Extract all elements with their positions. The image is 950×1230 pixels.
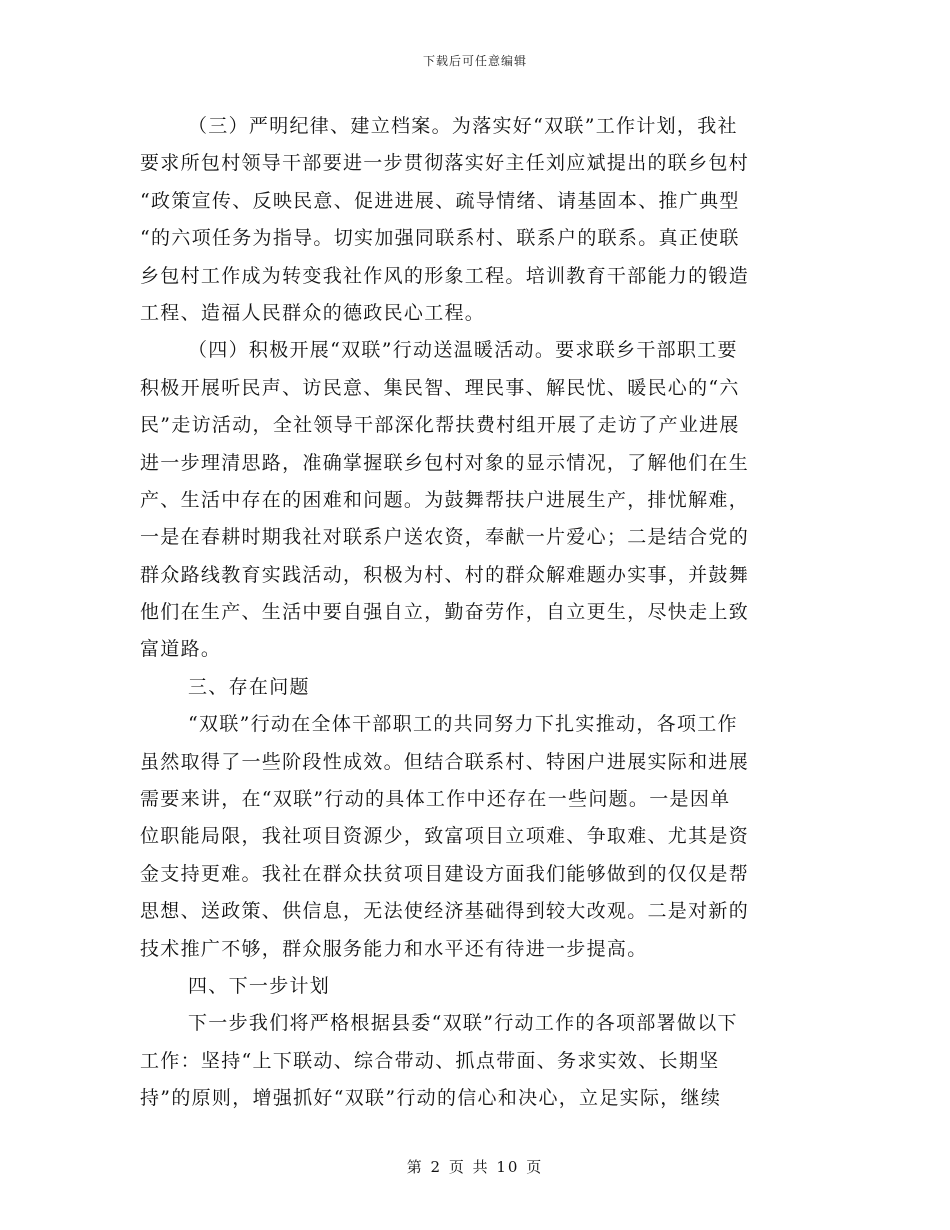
text-line: 产、生活中存在的困难和问题。为鼓舞帮扶户进展生产，排忧解难， <box>140 488 750 511</box>
page-number: 第 2 页 共 10 页 <box>406 1158 544 1176</box>
text-line: 金支持更难。我社在群众扶贫项目建设方面我们能够做到的仅仅是帮 <box>140 862 750 885</box>
page-header-note: 下载后可任意编辑 <box>422 54 527 68</box>
document-body <box>140 108 812 1118</box>
section-heading: 三、存在问题 <box>188 675 310 698</box>
text-line: 技术推广不够，群众服务能力和水平还有待进一步提高。 <box>140 937 648 960</box>
text-line: 要求所包村领导干部要进一步贯彻落实好主任刘应斌提出的联乡包村 <box>140 152 750 175</box>
text-line: （三）严明纪律、建立档案。为落实好“双联”工作计划，我社 <box>188 115 738 137</box>
text-line: 积极开展听民声、访民意、集民智、理民事、解民忧、暖民心的“六 <box>140 376 740 399</box>
text-line: 下一步我们将严格根据县委“双联”行动工作的各项部署做以下 <box>188 1012 738 1035</box>
text-line: 工程、造福人民群众的德政民心工程。 <box>140 301 486 324</box>
section-heading: 四、下一步计划 <box>188 974 331 997</box>
text-line: 乡包村工作成为转变我社作风的形象工程。培训教育干部能力的锻造 <box>140 264 750 287</box>
text-line: 持”的原则，增强抓好“双联”行动的信心和决心，立足实际，继续 <box>140 1087 722 1110</box>
text-line: “的六项任务为指导。切实加强同联系村、联系户的联系。真正使联 <box>140 227 740 250</box>
text-line: 位职能局限，我社项目资源少，致富项目立项难、争取难、尤其是资 <box>140 825 750 848</box>
text-line: （四）积极开展“双联”行动送温暖活动。要求联乡干部职工要 <box>188 339 738 362</box>
text-line: 思想、送政策、供信息，无法使经济基础得到较大改观。二是对新的 <box>140 900 750 923</box>
text-line: 群众路线教育实践活动，积极为村、村的群众解难题办实事，并鼓舞 <box>140 563 750 586</box>
text-line: 富道路。 <box>140 638 222 661</box>
text-line: 需要来讲，在“双联”行动的具体工作中还存在一些问题。一是因单 <box>140 788 731 811</box>
text-line: 进一步理清思路，准确掌握联乡包村对象的显示情况，了解他们在生 <box>140 451 750 474</box>
text-line: 他们在生产、生活中要自强自立，勤奋劳作，自立更生，尽快走上致 <box>140 601 750 624</box>
text-line: “双联”行动在全体干部职工的共同努力下扎实推动，各项工作 <box>188 713 738 736</box>
text-line: 民”走访活动，全社领导干部深化帮扶费村组开展了走访了产业进展 <box>140 414 740 437</box>
text-line: 工作：坚持“上下联动、综合带动、抓点带面、务求实效、长期坚 <box>140 1049 720 1072</box>
text-line: 虽然取得了一些阶段性成效。但结合联系村、特困户进展实际和进展 <box>140 750 750 773</box>
text-line: 一是在春耕时期我社对联系户送农资，奉献一片爱心；二是结合党的 <box>140 526 750 549</box>
text-line: “政策宣传、反映民意、促进进展、疏导情绪、请基固本、推广典型 <box>140 189 740 212</box>
